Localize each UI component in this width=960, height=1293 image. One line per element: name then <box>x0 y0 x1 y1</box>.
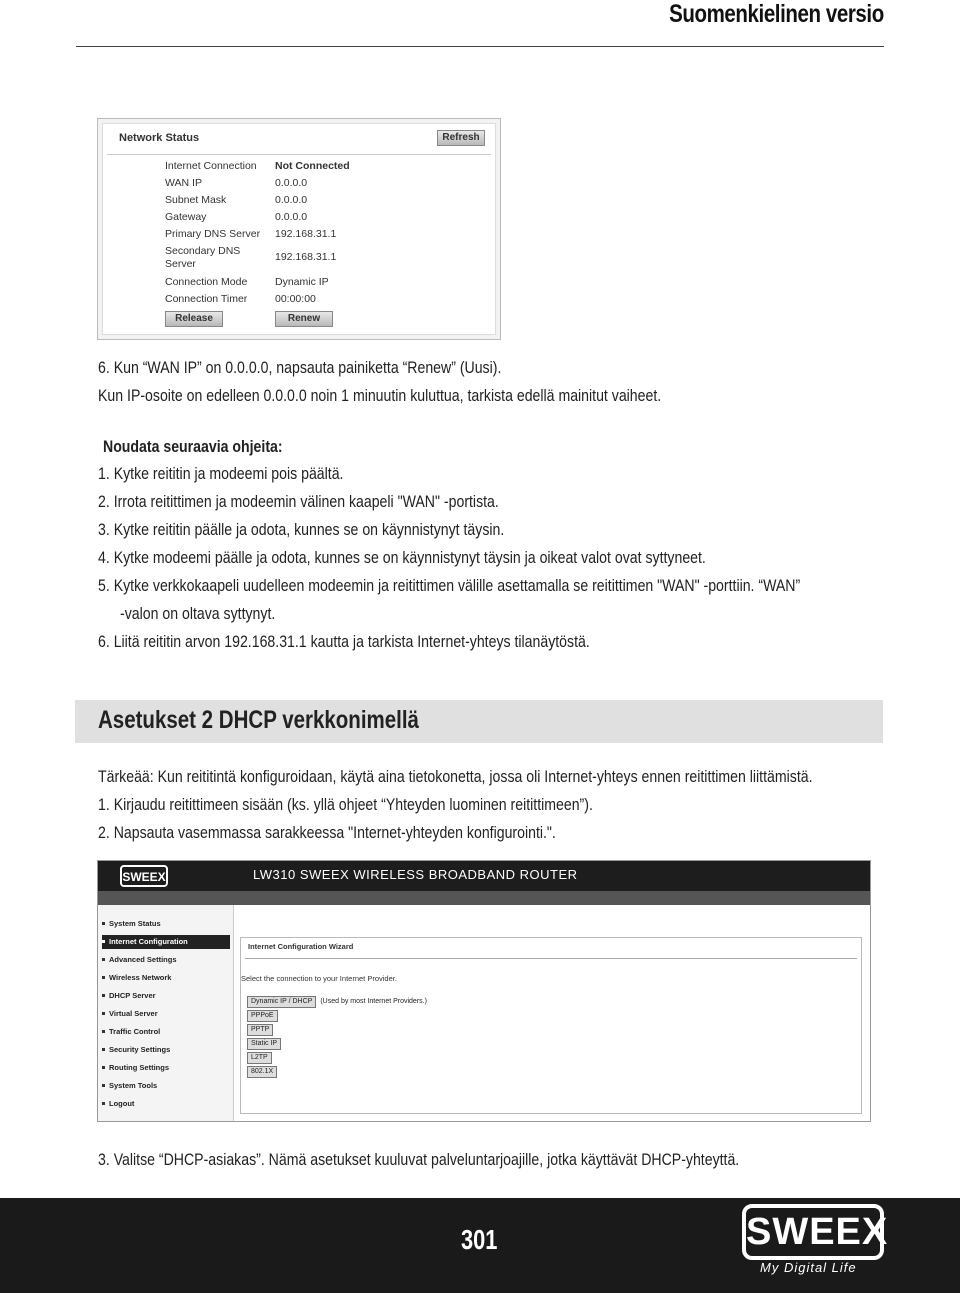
router-header <box>98 861 870 891</box>
connection-option <box>247 1052 272 1064</box>
list-item: 2. Irrota reitittimen ja modeemin välinen kaapeli "WAN" -portista. <box>98 492 499 511</box>
paragraph: Kun IP-osoite on edelleen 0.0.0.0 noin 1 minuutin kuluttua, tarkista edellä mainitut vaiheet. <box>98 386 662 405</box>
router-sidebar <box>98 905 234 1121</box>
refresh-button[interactable]: Refresh <box>437 130 485 146</box>
renew-button[interactable]: Renew <box>275 311 333 327</box>
status-value: 192.168.31.1 <box>275 251 337 263</box>
connection-option <box>247 1024 273 1036</box>
status-value: 0.0.0.0 <box>275 177 308 189</box>
network-status-title: Network Status <box>119 132 200 144</box>
router-title: LW310 SWEEX WIRELESS BROADBAND ROUTER <box>253 867 578 882</box>
pptp-option-button[interactable]: PPTP <box>247 1024 273 1036</box>
status-label: WAN IP <box>165 177 202 189</box>
sidebar-item-security-settings[interactable]: Security Settings <box>102 1043 230 1057</box>
status-label: Server <box>165 258 196 270</box>
wizard-title: Internet Configuration Wizard <box>248 942 354 951</box>
dhcp-option-button[interactable]: Dynamic IP / DHCP <box>247 996 316 1008</box>
sidebar-item-logout[interactable]: Logout <box>102 1097 230 1111</box>
connection-option <box>247 1038 281 1050</box>
list-item: 1. Kirjaudu reitittimeen sisään (ks. yllä ohjeet “Yhteyden luominen reitittimeen”). <box>98 795 593 814</box>
list-item-continued: -valon on oltava syttynyt. <box>120 604 276 623</box>
status-label: Connection Timer <box>165 293 248 305</box>
sidebar-item-routing-settings[interactable]: Routing Settings <box>102 1061 230 1075</box>
network-status-screenshot <box>97 118 501 340</box>
paragraph: 6. Kun “WAN IP” on 0.0.0.0, napsauta painiketta “Renew” (Uusi). <box>98 358 502 377</box>
wizard-divider <box>245 958 857 959</box>
release-button[interactable]: Release <box>165 311 223 327</box>
status-value: 0.0.0.0 <box>275 211 308 223</box>
status-value: 00:00:00 <box>275 293 316 305</box>
sidebar-item-virtual-server[interactable]: Virtual Server <box>102 1007 230 1021</box>
status-value: Dynamic IP <box>275 276 329 288</box>
router-subheader <box>98 891 870 905</box>
sidebar-item-advanced-settings[interactable]: Advanced Settings <box>102 953 230 967</box>
static-ip-option-button[interactable]: Static IP <box>247 1038 281 1050</box>
wizard-description: Select the connection to your Internet Provider. <box>241 974 397 983</box>
status-label: Connection Mode <box>165 276 248 288</box>
status-value: Not Connected <box>275 160 350 172</box>
sidebar-item-system-tools[interactable]: System Tools <box>102 1079 230 1093</box>
sidebar-item-internet-configuration[interactable]: Internet Configuration <box>102 935 230 949</box>
sweex-footer-logo: SWEEX <box>742 1204 884 1260</box>
page-number: 301 <box>461 1224 498 1255</box>
status-label: Internet Connection <box>165 160 257 172</box>
connection-option <box>247 1010 278 1022</box>
list-item: 6. Liitä reititin arvon 192.168.31.1 kautta ja tarkista Internet-yhteys tilanäytöstä. <box>98 632 590 651</box>
option-note: (Used by most Internet Providers.) <box>320 998 427 1005</box>
sidebar-item-traffic-control[interactable]: Traffic Control <box>102 1025 230 1039</box>
header-divider <box>76 46 884 47</box>
list-item: 5. Kytke verkkokaapeli uudelleen modeemin ja reitittimen välille asettamalla se reitittimen "WAN" -porttiin. “WAN” <box>98 576 801 595</box>
status-divider <box>107 154 491 155</box>
connection-option <box>247 996 427 1008</box>
sidebar-item-wireless-network[interactable]: Wireless Network <box>102 971 230 985</box>
router-config-screenshot <box>97 860 871 1122</box>
sidebar-item-system-status[interactable]: System Status <box>102 917 230 931</box>
l2tp-option-button[interactable]: L2TP <box>247 1052 272 1064</box>
status-label: Primary DNS Server <box>165 228 261 240</box>
status-value: 192.168.31.1 <box>275 228 337 240</box>
wizard-panel <box>240 937 862 1114</box>
status-label: Subnet Mask <box>165 194 227 206</box>
list-item: 1. Kytke reititin ja modeemi pois päältä. <box>98 464 344 483</box>
8021x-option-button[interactable]: 802.1X <box>247 1066 277 1078</box>
page-header-title: Suomenkielinen versio <box>669 0 884 28</box>
instructions-heading: Noudata seuraavia ohjeita: <box>103 437 283 456</box>
status-label: Gateway <box>165 211 207 223</box>
footer-tagline: My Digital Life <box>760 1260 857 1275</box>
sidebar-item-dhcp-server[interactable]: DHCP Server <box>102 989 230 1003</box>
paragraph: Tärkeää: Kun reititintä konfiguroidaan, käytä aina tietokonetta, jossa oli Internet-yhteys ennen reitittimen liittämistä. <box>98 767 813 786</box>
list-item: 3. Valitse “DHCP-asiakas”. Nämä asetukset kuuluvat palveluntarjoajille, jotka käyttävät DHCP-yhteyttä. <box>98 1150 740 1169</box>
section-title: Asetukset 2 DHCP verkkonimellä <box>98 706 419 734</box>
list-item: 3. Kytke reititin päälle ja odota, kunnes se on käynnistynyt täysin. <box>98 520 505 539</box>
list-item: 4. Kytke modeemi päälle ja odota, kunnes se on käynnistynyt täysin ja oikeat valot ovat syttyneet. <box>98 548 706 567</box>
status-value: 0.0.0.0 <box>275 194 308 206</box>
list-item: 2. Napsauta vasemmassa sarakkeessa "Internet-yhteyden konfigurointi.". <box>98 823 556 842</box>
connection-option <box>247 1066 277 1078</box>
pppoe-option-button[interactable]: PPPoE <box>247 1010 278 1022</box>
sweex-logo: SWEEX <box>120 865 168 887</box>
status-label: Secondary DNS <box>165 245 241 257</box>
